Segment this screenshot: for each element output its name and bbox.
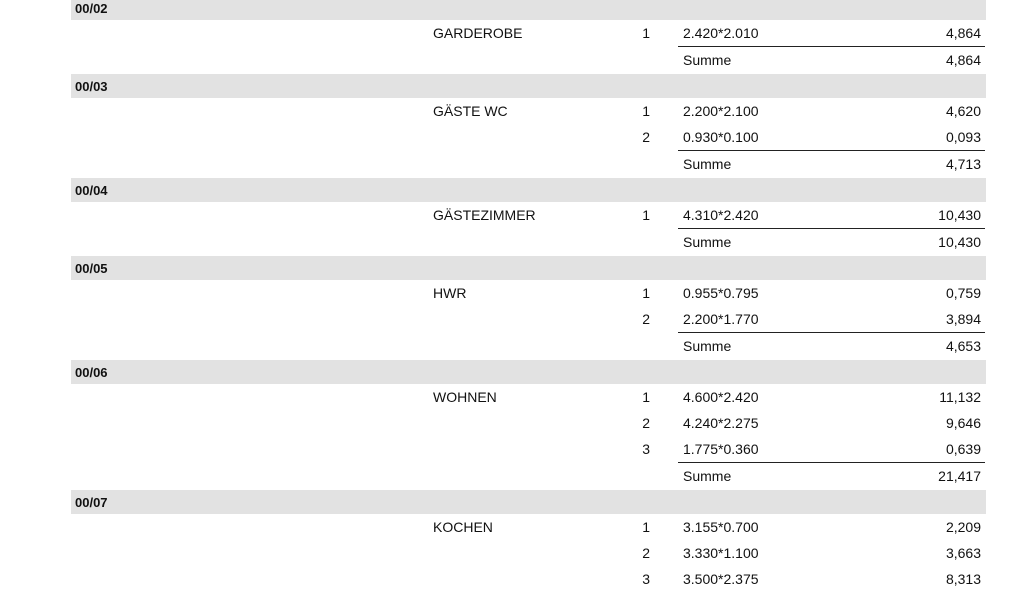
item-number: 1 [642, 285, 650, 301]
sum-divider [678, 332, 985, 333]
item-number: 2 [642, 545, 650, 561]
measurement-row [0, 436, 1024, 462]
sum-label: Summe [683, 156, 732, 172]
measurement-row [0, 280, 1024, 306]
sum-row [0, 150, 1024, 176]
room-group-header [71, 178, 986, 202]
measurement-row [0, 98, 1024, 124]
dimension-formula: 3.330*1.100 [683, 545, 759, 561]
item-number: 1 [642, 103, 650, 119]
sum-label: Summe [683, 52, 732, 68]
measurement-row [0, 20, 1024, 46]
area-value: 8,313 [945, 571, 981, 587]
item-number: 2 [642, 415, 650, 431]
sum-label: Summe [683, 338, 732, 354]
room-group [0, 256, 1024, 360]
room-number: 00/02 [75, 1, 108, 16]
room-number: 00/04 [75, 183, 108, 198]
dimension-formula: 0.955*0.795 [683, 285, 759, 301]
sum-divider [678, 46, 985, 47]
item-number: 1 [642, 519, 650, 535]
dimension-formula: 4.310*2.420 [683, 207, 759, 223]
area-value: 11,132 [939, 389, 981, 405]
area-value: 4,864 [945, 25, 981, 41]
room-name: KOCHEN [433, 519, 493, 535]
item-number: 2 [642, 311, 650, 327]
sum-value: 4,653 [945, 338, 981, 354]
sum-divider [678, 228, 985, 229]
room-group-header [71, 490, 986, 514]
measurement-row [0, 384, 1024, 410]
sum-row [0, 462, 1024, 488]
sum-value: 10,430 [938, 234, 981, 250]
sum-divider [678, 462, 985, 463]
room-name: GÄSTEZIMMER [433, 207, 536, 223]
room-name: WOHNEN [433, 389, 497, 405]
measurement-row [0, 306, 1024, 332]
item-number: 1 [642, 207, 650, 223]
dimension-formula: 3.500*2.375 [683, 571, 759, 587]
item-number: 1 [642, 25, 650, 41]
area-value: 10,430 [938, 207, 981, 223]
sum-label: Summe [683, 468, 732, 484]
dimension-formula: 4.600*2.420 [683, 389, 759, 405]
room-group [0, 490, 1024, 594]
sum-row [0, 46, 1024, 72]
room-group [0, 360, 1024, 490]
sum-value: 4,864 [945, 52, 981, 68]
room-group [0, 178, 1024, 256]
area-value: 0,759 [945, 285, 981, 301]
measurement-row [0, 566, 1024, 592]
room-number: 00/03 [75, 79, 108, 94]
area-value: 3,894 [945, 311, 981, 327]
room-name: HWR [433, 285, 467, 301]
dimension-formula: 1.775*0.360 [683, 441, 759, 457]
area-value: 9,646 [945, 415, 981, 431]
measurement-row [0, 410, 1024, 436]
area-value: 0,639 [945, 441, 981, 457]
area-value: 0,093 [945, 129, 981, 145]
dimension-formula: 2.420*2.010 [683, 25, 759, 41]
area-value: 2,209 [945, 519, 981, 535]
sum-row [0, 332, 1024, 358]
room-name: GÄSTE WC [433, 103, 508, 119]
dimension-formula: 0.930*0.100 [683, 129, 759, 145]
measurement-row [0, 124, 1024, 150]
dimension-formula: 2.200*2.100 [683, 103, 759, 119]
room-group-header [71, 360, 986, 384]
item-number: 2 [642, 129, 650, 145]
room-number: 00/07 [75, 495, 108, 510]
item-number: 3 [642, 441, 650, 457]
dimension-formula: 4.240*2.275 [683, 415, 759, 431]
measurement-row [0, 540, 1024, 566]
room-name: GARDEROBE [433, 25, 523, 41]
measurement-row [0, 202, 1024, 228]
sum-value: 21,417 [938, 468, 981, 484]
room-group-header [71, 256, 986, 280]
sum-value: 4,713 [945, 156, 981, 172]
room-group [0, 0, 1024, 74]
dimension-formula: 3.155*0.700 [683, 519, 759, 535]
room-number: 00/06 [75, 365, 108, 380]
sum-row [0, 228, 1024, 254]
room-group-header [71, 0, 986, 20]
dimension-formula: 2.200*1.770 [683, 311, 759, 327]
area-value: 3,663 [945, 545, 981, 561]
room-number: 00/05 [75, 261, 108, 276]
room-group [0, 74, 1024, 178]
sum-divider [678, 150, 985, 151]
measurement-row [0, 514, 1024, 540]
item-number: 3 [642, 571, 650, 587]
item-number: 1 [642, 389, 650, 405]
room-group-header [71, 74, 986, 98]
area-value: 4,620 [945, 103, 981, 119]
sum-label: Summe [683, 234, 732, 250]
